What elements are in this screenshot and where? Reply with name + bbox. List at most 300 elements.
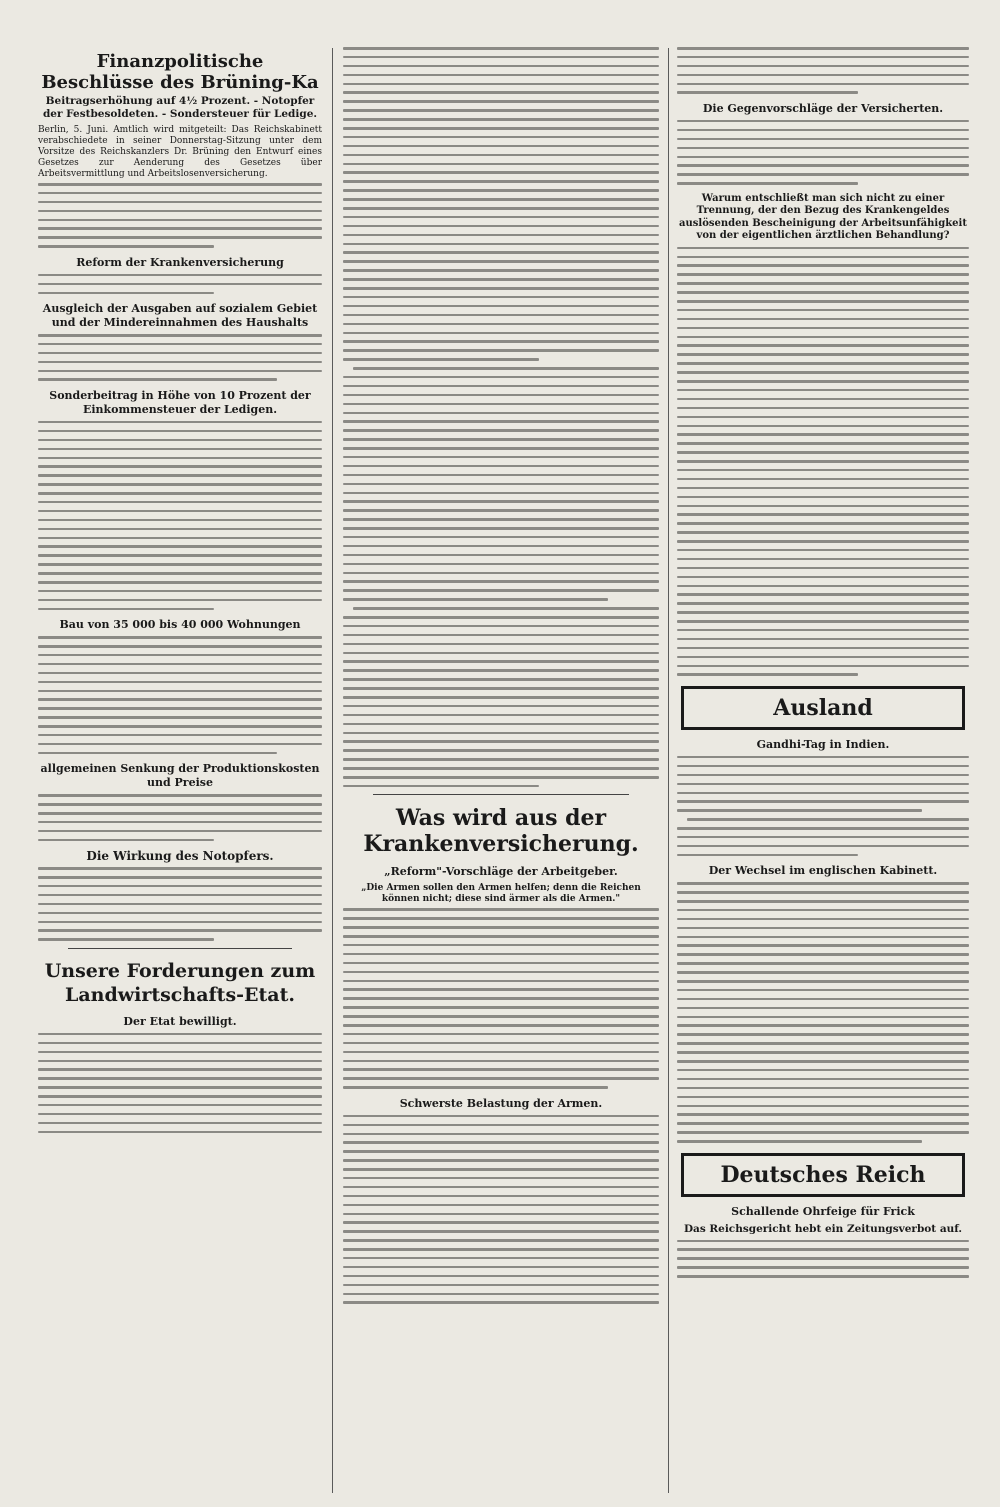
text-line	[677, 629, 969, 632]
text-line	[38, 519, 322, 522]
text-line	[343, 732, 659, 735]
text-line	[38, 537, 322, 540]
text-line	[677, 540, 969, 543]
text-line	[677, 156, 969, 159]
text-line	[38, 830, 322, 833]
subheadline-reform-vorschlaege: „Reform"-Vorschläge der Arbeitgeber.	[384, 865, 618, 879]
text-line	[677, 836, 969, 839]
text-line	[343, 340, 659, 343]
text-line	[38, 236, 322, 239]
text-line	[343, 971, 659, 974]
text-line	[343, 625, 659, 628]
text-line	[343, 1248, 659, 1251]
heading-ausgleich: Ausgleich der Ausgaben auf sozialem Gebiet und der Mindereinnahmen des Haushalts	[42, 302, 318, 330]
text-line	[38, 545, 322, 548]
text-line	[38, 430, 322, 433]
text-line	[343, 403, 659, 406]
text-line	[677, 944, 969, 947]
text-line	[343, 776, 659, 779]
text-line	[677, 433, 969, 436]
text-line	[677, 936, 969, 939]
section-box-ausland	[681, 686, 965, 730]
text-line	[38, 474, 322, 477]
text-line	[38, 528, 322, 531]
text-line	[343, 56, 659, 59]
text-line	[677, 953, 969, 956]
text-line	[343, 652, 659, 655]
text-line	[343, 643, 659, 646]
subheadline-beitrag: Beitragserhöhung auf 4½ Prozent. - Notopfer der Festbesoldeten. - Sondersteuer für Ledige.	[42, 95, 318, 120]
text-line	[343, 1213, 659, 1216]
text-line	[38, 370, 322, 373]
text-line	[343, 660, 659, 663]
text-line	[38, 210, 322, 213]
text-line	[687, 818, 969, 821]
text-line	[38, 563, 322, 566]
text-line	[343, 234, 659, 237]
text-line	[677, 478, 969, 481]
quote: „Die Armen sollen den Armen helfen; denn die Reichen können nicht; diese sind ärmer als die Armen."	[361, 883, 641, 905]
text-line	[677, 469, 969, 472]
text-line	[343, 1239, 659, 1242]
text-line	[38, 794, 322, 797]
heading-gandhi-tag: Gandhi-Tag in Indien.	[756, 737, 890, 751]
text-line	[343, 492, 659, 495]
text-line	[38, 894, 322, 897]
text-line	[677, 1257, 969, 1260]
section-title-deutsches-reich: Deutsches Reich	[720, 1161, 926, 1188]
article-text	[38, 794, 322, 841]
text-line	[38, 483, 322, 486]
text-line	[38, 343, 322, 346]
text-line	[343, 988, 659, 991]
text-line	[343, 243, 659, 246]
text-line	[677, 487, 969, 490]
text-line	[343, 1141, 659, 1144]
text-line	[677, 918, 969, 921]
text-line	[343, 696, 659, 699]
text-line	[343, 127, 659, 130]
text-line	[343, 287, 659, 290]
article-text	[677, 882, 969, 1142]
text-line	[677, 927, 969, 930]
text-line	[677, 1042, 969, 1045]
text-line	[677, 891, 969, 894]
article-text	[677, 120, 969, 185]
text-line	[38, 608, 214, 611]
text-line	[343, 953, 659, 956]
text-line	[677, 783, 969, 786]
text-line	[343, 420, 659, 423]
text-line	[677, 531, 969, 534]
text-line	[343, 1301, 659, 1304]
text-line	[38, 734, 322, 737]
text-line	[343, 74, 659, 77]
text-line	[677, 845, 969, 848]
article-text	[677, 756, 969, 856]
text-line	[343, 1124, 659, 1127]
heading-reform-kranken: Reform der Krankenversicherung	[76, 255, 284, 269]
text-line	[343, 1221, 659, 1224]
section-divider	[68, 948, 292, 949]
text-line	[677, 264, 969, 267]
text-line	[343, 500, 659, 503]
text-line	[343, 260, 659, 263]
text-line	[38, 510, 322, 513]
article-text	[677, 247, 969, 676]
text-line	[343, 429, 659, 432]
text-line	[343, 598, 608, 601]
text-line	[38, 192, 322, 195]
text-line	[343, 323, 659, 326]
text-line	[343, 545, 659, 548]
text-line	[677, 505, 969, 508]
text-line	[343, 154, 659, 157]
text-line	[677, 182, 858, 185]
text-line	[343, 332, 659, 335]
text-line	[677, 1113, 969, 1116]
text-line	[38, 1131, 322, 1134]
text-line	[343, 536, 659, 539]
text-line	[38, 457, 322, 460]
text-line	[343, 723, 659, 726]
text-line	[38, 716, 322, 719]
text-line	[343, 296, 659, 299]
heading-schwerste-belastung: Schwerste Belastung der Armen.	[399, 1096, 603, 1110]
text-line	[677, 1078, 969, 1081]
text-line	[677, 164, 969, 167]
text-line	[677, 549, 969, 552]
text-line	[343, 83, 659, 86]
text-line	[343, 580, 659, 583]
text-line	[38, 654, 322, 657]
text-line	[343, 216, 659, 219]
text-line	[677, 389, 969, 392]
text-line	[38, 245, 214, 248]
text-line	[343, 616, 659, 619]
text-line	[38, 1122, 322, 1125]
text-line	[343, 1015, 659, 1018]
text-line	[343, 207, 659, 210]
text-line	[677, 336, 969, 339]
text-line	[343, 305, 659, 308]
text-line	[343, 1275, 659, 1278]
text-line	[343, 926, 659, 929]
text-line	[343, 1168, 659, 1171]
text-line	[677, 1033, 969, 1036]
text-line	[677, 1122, 969, 1125]
text-line	[343, 1204, 659, 1207]
text-line	[677, 756, 969, 759]
text-line	[677, 638, 969, 641]
text-line	[677, 593, 969, 596]
column-right	[677, 45, 969, 1493]
text-line	[38, 885, 322, 888]
text-line	[38, 812, 322, 815]
text-line	[343, 1230, 659, 1233]
text-line	[38, 803, 322, 806]
text-line	[38, 645, 322, 648]
text-line	[38, 421, 322, 424]
text-line	[677, 496, 969, 499]
text-line	[343, 180, 659, 183]
text-line	[677, 1051, 969, 1054]
text-line	[343, 1133, 659, 1136]
text-line	[343, 1086, 608, 1089]
text-line	[677, 1024, 969, 1027]
text-line	[343, 269, 659, 272]
heading-gegenvorschlaege: Die Gegenvorschläge der Versicherten.	[702, 101, 944, 115]
text-line	[677, 47, 969, 50]
text-line	[677, 1105, 969, 1108]
article-text	[677, 1240, 969, 1278]
text-line	[677, 827, 969, 830]
text-line	[343, 189, 659, 192]
text-line	[38, 283, 322, 286]
text-line	[343, 438, 659, 441]
text-line	[677, 120, 969, 123]
text-line	[343, 1195, 659, 1198]
text-line	[677, 774, 969, 777]
text-line	[677, 460, 969, 463]
text-line	[677, 83, 969, 86]
text-line	[677, 1016, 969, 1019]
text-line	[38, 1051, 322, 1054]
text-line	[677, 147, 969, 150]
text-line	[677, 585, 969, 588]
text-line	[343, 687, 659, 690]
text-line	[677, 620, 969, 623]
text-line	[38, 1077, 322, 1080]
text-line	[38, 921, 322, 924]
text-line	[38, 663, 322, 666]
text-line	[38, 1095, 322, 1098]
text-line	[343, 634, 659, 637]
text-line	[677, 1087, 969, 1090]
headline-forderungen: Unsere Forderungen zum Landwirtschafts-Etat.	[44, 959, 316, 1006]
text-line	[677, 1140, 922, 1143]
text-line	[38, 274, 322, 277]
text-line	[677, 1275, 969, 1278]
article-text	[38, 183, 322, 248]
text-line	[343, 447, 659, 450]
text-line	[343, 376, 659, 379]
text-line	[677, 602, 969, 605]
text-line	[38, 690, 322, 693]
text-line	[677, 282, 969, 285]
text-line	[343, 908, 659, 911]
text-line	[343, 474, 659, 477]
text-line	[677, 1240, 969, 1243]
text-line	[677, 665, 969, 668]
text-line	[343, 456, 659, 459]
text-line	[38, 636, 322, 639]
text-line	[343, 589, 659, 592]
article-text	[343, 47, 659, 787]
text-line	[677, 647, 969, 650]
text-line	[38, 839, 214, 842]
text-line	[677, 611, 969, 614]
text-line	[343, 678, 659, 681]
text-line	[343, 65, 659, 68]
text-line	[343, 935, 659, 938]
text-line	[677, 327, 969, 330]
article-text	[677, 47, 969, 94]
text-line	[38, 867, 322, 870]
text-line	[343, 385, 659, 388]
text-line	[38, 501, 322, 504]
text-line	[343, 758, 659, 761]
text-line	[343, 705, 659, 708]
text-line	[677, 1131, 969, 1134]
text-line	[343, 785, 539, 788]
text-line	[343, 944, 659, 947]
text-line	[677, 173, 969, 176]
text-line	[38, 183, 322, 186]
text-line	[343, 997, 659, 1000]
text-line	[343, 1077, 659, 1080]
text-line	[343, 394, 659, 397]
text-line	[677, 318, 969, 321]
text-line	[38, 752, 277, 755]
article-text	[38, 636, 322, 754]
text-line	[38, 219, 322, 222]
subheading-zeitungsverbot: Das Reichsgericht hebt ein Zeitungsverbot auf.	[683, 1222, 963, 1235]
text-line	[38, 707, 322, 710]
text-line	[343, 251, 659, 254]
text-line	[38, 1068, 322, 1071]
text-line	[343, 91, 659, 94]
text-line	[38, 581, 322, 584]
text-line	[343, 1033, 659, 1036]
text-line	[38, 492, 322, 495]
section-box-deutsches-reich	[681, 1153, 965, 1197]
text-line	[677, 673, 858, 676]
text-line	[343, 358, 539, 361]
text-line	[343, 1186, 659, 1189]
text-line	[38, 672, 322, 675]
lead-paragraph: Berlin, 5. Juni. Amtlich wird mitgeteilt: Das Reichskabinett verabschiedete in seiner Donnerstag-Sitzung unter dem Vorsitze des Reichskanzlers Dr. Brüning den Entwurf eines Gesetzes zur Aenderung des Gesetzes über Arbeitsvermittlung und Arbeitslosenversicherung.	[38, 125, 322, 179]
text-line	[677, 792, 969, 795]
article-text	[38, 421, 322, 610]
text-line	[343, 518, 659, 521]
text-line	[38, 681, 322, 684]
text-line	[677, 380, 969, 383]
heading-trennung: Warum entschließt man sich nicht zu einer Trennung, der den Bezug des Krankengeldes auslösenden Bescheinigung der Arbeitsunfähigkeit von der eigentlichen ärztlichen Behandlung?	[679, 192, 967, 242]
text-line	[343, 563, 659, 566]
text-line	[38, 903, 322, 906]
headline-finanzpolitik: Finanzpolitische Beschlüsse des Brüning-Ka	[41, 51, 319, 93]
text-line	[677, 273, 969, 276]
text-line	[38, 912, 322, 915]
text-line	[343, 767, 659, 770]
text-line	[677, 576, 969, 579]
text-line	[38, 599, 322, 602]
text-line	[677, 513, 969, 516]
text-line	[343, 1293, 659, 1296]
text-line	[677, 1248, 969, 1251]
text-line	[343, 145, 659, 148]
article-text	[343, 1115, 659, 1304]
text-line	[677, 371, 969, 374]
text-line	[343, 1115, 659, 1118]
text-line	[677, 962, 969, 965]
section-divider	[373, 794, 629, 795]
text-line	[38, 378, 277, 381]
text-line	[677, 558, 969, 561]
text-line	[38, 554, 322, 557]
heading-bau-wohnungen: Bau von 35 000 bis 40 000 Wohnungen	[59, 618, 301, 632]
text-line	[343, 917, 659, 920]
text-line	[343, 509, 659, 512]
text-line	[343, 225, 659, 228]
article-text	[343, 908, 659, 1088]
text-line	[343, 100, 659, 103]
column-rule	[332, 48, 333, 1493]
text-line	[343, 47, 659, 50]
text-line	[343, 962, 659, 965]
text-line	[343, 1068, 659, 1071]
text-line	[38, 876, 322, 879]
text-line	[38, 1042, 322, 1045]
text-line	[677, 567, 969, 570]
text-line	[343, 171, 659, 174]
text-line	[677, 882, 969, 885]
text-line	[353, 367, 659, 370]
text-line	[677, 129, 969, 132]
text-line	[353, 607, 659, 610]
text-line	[343, 1159, 659, 1162]
article-text	[38, 274, 322, 294]
text-line	[677, 980, 969, 983]
article-text	[38, 1033, 322, 1133]
text-line	[38, 465, 322, 468]
text-line	[677, 291, 969, 294]
text-line	[38, 698, 322, 701]
text-line	[677, 425, 969, 428]
text-line	[343, 980, 659, 983]
text-line	[677, 522, 969, 525]
article-text	[38, 867, 322, 941]
text-line	[677, 91, 858, 94]
heading-senkung: allgemeinen Senkung der Produktionskosten und Preise	[40, 762, 320, 790]
text-line	[343, 554, 659, 557]
column-rule	[668, 48, 669, 1493]
text-line	[343, 412, 659, 415]
text-line	[38, 572, 322, 575]
text-line	[38, 448, 322, 451]
text-line	[38, 1086, 322, 1089]
text-line	[677, 138, 969, 141]
text-line	[38, 1033, 322, 1036]
text-line	[677, 407, 969, 410]
text-line	[38, 227, 322, 230]
text-line	[38, 361, 322, 364]
text-line	[677, 854, 858, 857]
text-line	[677, 344, 969, 347]
text-line	[343, 314, 659, 317]
text-line	[677, 65, 969, 68]
text-line	[677, 451, 969, 454]
text-line	[38, 1104, 322, 1107]
text-line	[677, 1096, 969, 1099]
column-left	[38, 45, 322, 1493]
text-line	[38, 929, 322, 932]
article-text	[38, 334, 322, 381]
text-line	[677, 416, 969, 419]
heading-englisches-kabinett: Der Wechsel im englischen Kabinett.	[708, 864, 938, 878]
text-line	[343, 1042, 659, 1045]
